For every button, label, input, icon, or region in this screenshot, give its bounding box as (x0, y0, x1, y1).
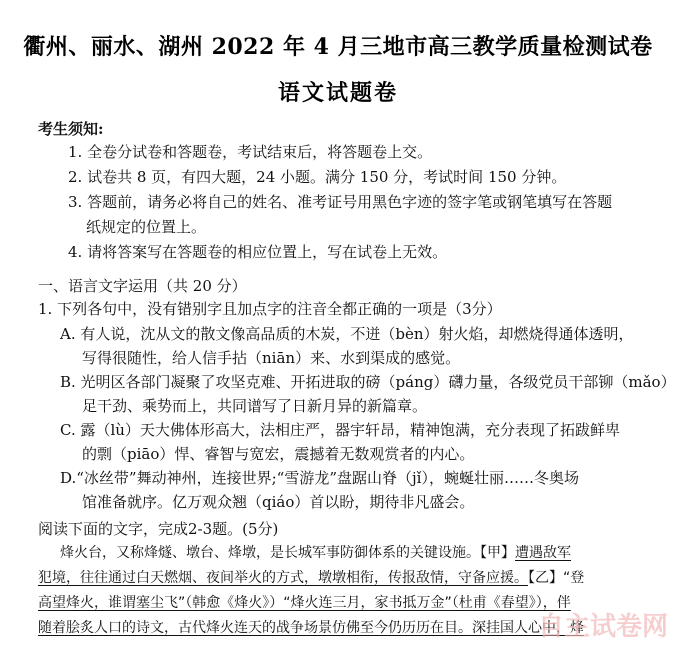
option-d-cont: 馆准备就序。亿万观众翘（qiáo）首以盼，期待非凡盛会。 (82, 493, 475, 511)
passage-underlined-text: 犯境，往往通过白天燃烟、夜间举火的方式，墩墩相衔，传报敌情，守备应援。 (38, 570, 528, 586)
notice-heading: 考生须知: (38, 120, 104, 138)
passage-text: 烽火台，又称烽燧、墩台、烽墩，是长城军事防御体系的关键设施。【甲】 (60, 545, 515, 561)
exam-subtitle: 语文试题卷 (277, 80, 398, 106)
passage-line-3: 高望烽火，谁谓塞尘飞”（韩愈《烽火》）“烽火连三月，家书抵万金”（杜甫《春望》），伴 (38, 595, 571, 611)
notice-item-1: 1. 全卷分试卷和答题卷，考试结束后，将答题卷上交。 (68, 143, 433, 161)
notice-item-3-cont: 纸规定的位置上。 (86, 218, 207, 236)
option-a-cont: 写得很随性，给人信手拈（niān）来、水到渠成的感觉。 (82, 349, 461, 367)
option-b-cont: 足干劲、乘势而上，共同谱写了日新月异的新篇章。 (82, 397, 428, 415)
reading-instruction: 阅读下面的文字，完成2-3题。(5分) (38, 520, 279, 538)
passage-line-2 (38, 569, 584, 587)
notice-item-3: 3. 答题前，请务必将自己的姓名、准考证号用黑色字迹的签字笔或钢笔填写在答题 (68, 193, 613, 211)
passage-text: 【乙】“登 (528, 570, 585, 586)
option-c-cont: 的剽（piāo）悍、睿智与宽宏，震撼着无数观赏者的内心。 (82, 445, 475, 463)
passage-line-4: 随着脍炙人口的诗文，古代烽火连天的战争场景仿佛至今仍历历在目。深挂国人心中，烽 (38, 620, 584, 636)
option-c: C. 露（lù）天大佛体形高大，法相庄严，器宇轩昂，精神饱满，充分表现了拓跋鲜卑 (60, 421, 620, 439)
exam-title: 衢州、丽水、湖州 2022 年 4 月三地市高三教学质量检测试卷 (23, 34, 653, 60)
section-heading: 一、语言文字运用（共 20 分） (38, 277, 247, 295)
option-d: D.“冰丝带”舞动神州，连接世界;“雪游龙”盘踞山脊（jǐ），蜿蜒壮丽……冬奥场 (60, 469, 579, 487)
watermark: 自主试卷网 (537, 612, 668, 642)
notice-item-4: 4. 请将答案写在答题卷的相应位置上，写在试卷上无效。 (68, 243, 448, 261)
passage-line-1 (60, 544, 571, 562)
passage-underlined-text: 遭遇敌军 (515, 545, 571, 561)
option-a: A. 有人说，沈从文的散文像高品质的木炭，不迸（bèn）射火焰，却燃烧得通体透明， (60, 325, 634, 343)
notice-item-2: 2. 试卷共 8 页，有四大题，24 小题。满分 150 分，考试时间 150 分钟。 (68, 168, 567, 186)
option-b: B. 光明区各部门凝聚了攻坚克难、开拓进取的磅（páng）礴力量，各级党员干部铆（mǎo） (60, 373, 676, 391)
question-1: 1. 下列各句中，没有错别字且加点字的注音全都正确的一项是（3分） (38, 300, 502, 318)
